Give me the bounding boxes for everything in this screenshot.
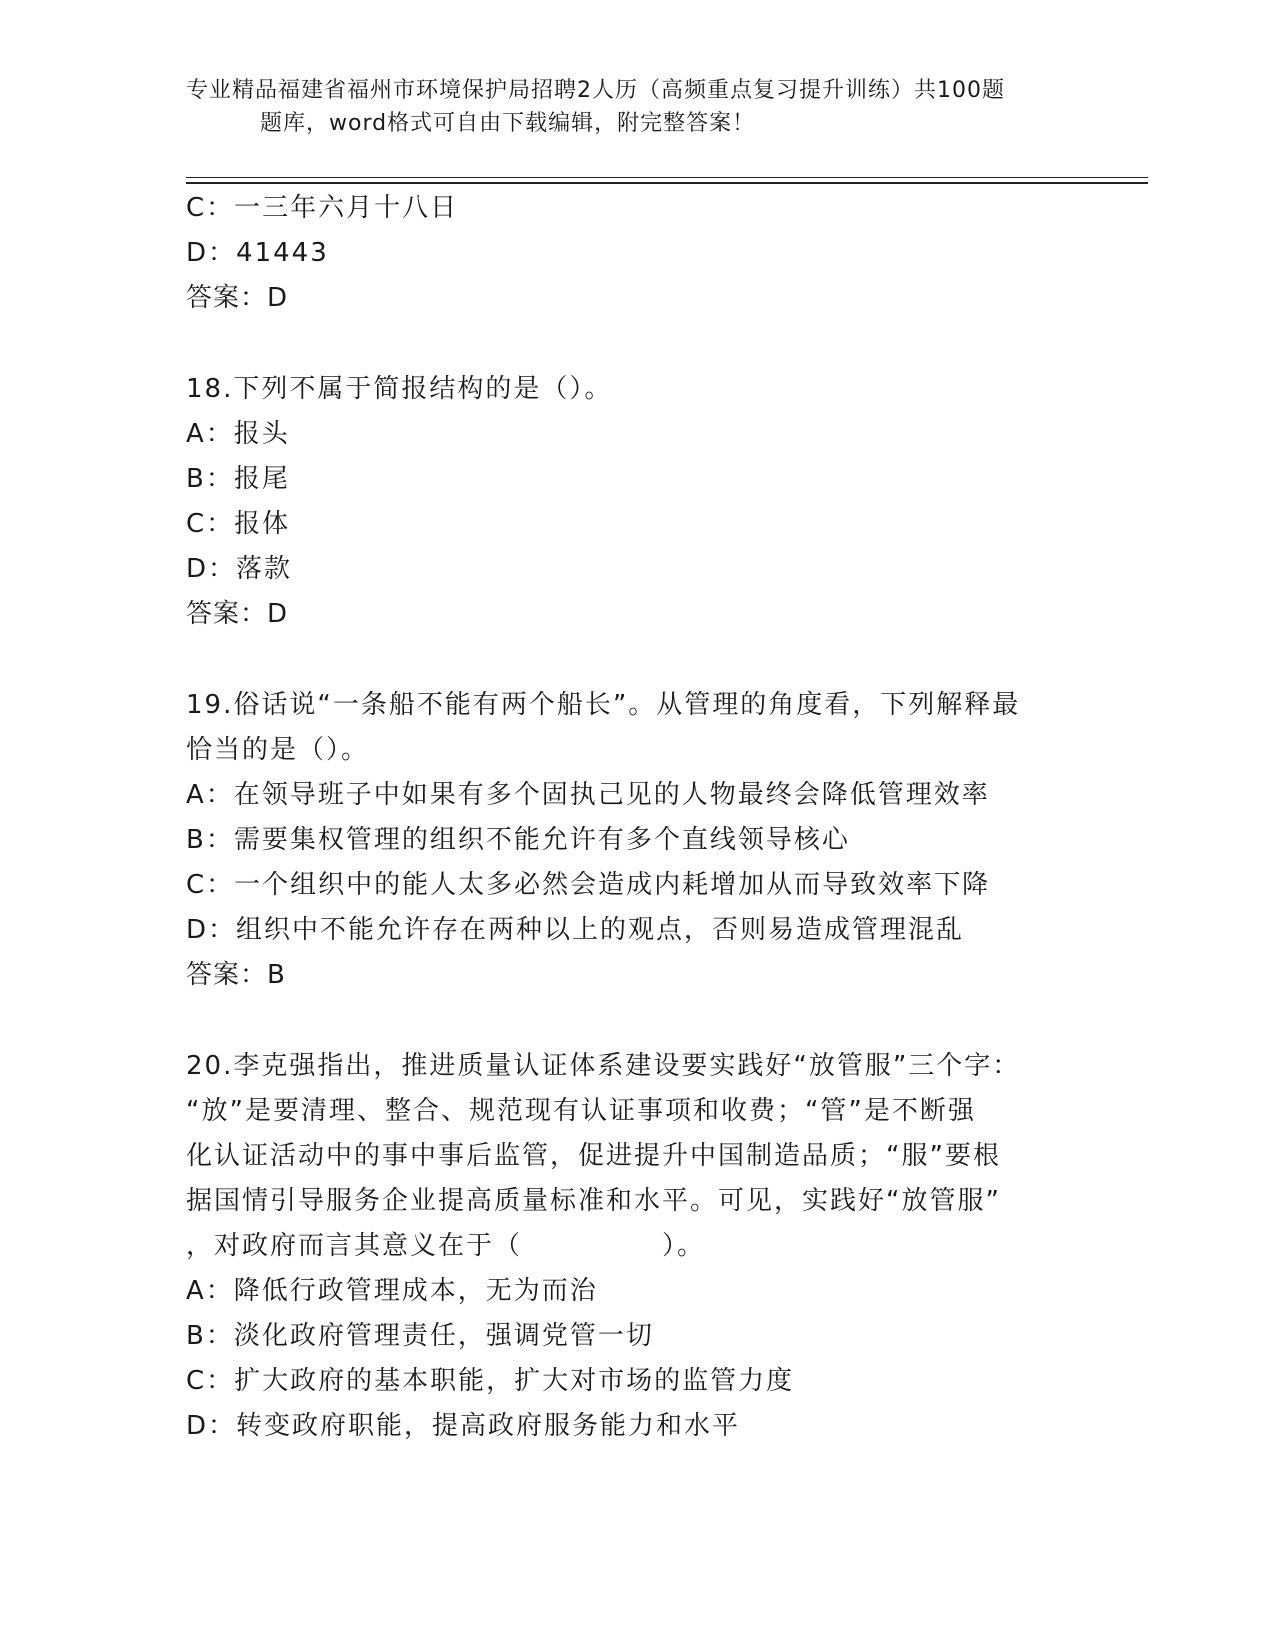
option-line: B：需要集权管理的组织不能允许有多个直线领导核心 <box>186 825 850 855</box>
answer-line: 答案：B <box>186 960 286 990</box>
prev-question <box>186 186 1086 321</box>
question-stem: 19.俗话说“一条船不能有两个船长”。从管理的角度看，下列解释最 <box>186 690 1021 720</box>
question-18 <box>186 367 1086 637</box>
question-stem: 恰当的是（）。 <box>186 735 370 765</box>
spacer <box>186 321 1086 367</box>
option-line: C：扩大政府的基本职能，扩大对市场的监管力度 <box>186 1366 795 1396</box>
header-rule-bottom <box>186 182 1148 184</box>
header-line-2: 题库，word格式可自由下载编辑，附完整答案！ <box>260 111 756 136</box>
answer-line: 答案：D <box>186 283 289 313</box>
option-line: C：报体 <box>186 509 291 539</box>
option-line: D：41443 <box>186 238 329 268</box>
question-stem: 化认证活动中的事中事后监管，促进提升中国制造品质；“服”要根 <box>186 1141 1001 1171</box>
option-line: A：报头 <box>186 419 290 449</box>
option-line: A：降低行政管理成本，无为而治 <box>186 1276 598 1306</box>
answer-line: 答案：D <box>186 599 289 629</box>
option-line: D：转变政府职能，提高政府服务能力和水平 <box>186 1411 741 1441</box>
spacer <box>186 998 1086 1044</box>
document-body <box>186 186 1086 1449</box>
question-stem: ，对政府而言其意义在于（ ）。 <box>186 1231 706 1261</box>
option-line: B：报尾 <box>186 464 290 494</box>
option-line: A：在领导班子中如果有多个固执己见的人物最终会降低管理效率 <box>186 780 990 810</box>
option-line: C：一个组织中的能人太多必然会造成内耗增加从而导致效率下降 <box>186 870 991 900</box>
page-header <box>186 74 1086 140</box>
option-line: D：落款 <box>186 554 293 584</box>
header-rule-top <box>186 177 1148 178</box>
spacer <box>186 637 1086 683</box>
question-stem: 18.下列不属于简报结构的是（）。 <box>186 374 613 404</box>
question-20 <box>186 1044 1086 1449</box>
option-line: B：淡化政府管理责任，强调党管一切 <box>186 1321 654 1351</box>
question-stem: “放”是要清理、整合、规范现有认证事项和收费；“管”是不断强 <box>186 1096 976 1126</box>
question-19 <box>186 683 1086 998</box>
option-line: C：一三年六月十八日 <box>186 193 459 223</box>
question-stem: 20.李克强指出，推进质量认证体系建设要实践好“放管服”三个字： <box>186 1051 1021 1081</box>
question-stem: 据国情引导服务企业提高质量标准和水平。可见，实践好“放管服” <box>186 1186 1001 1216</box>
header-line-1: 专业精品福建省福州市环境保护局招聘2人历（高频重点复习提升训练）共100题 <box>186 78 1005 103</box>
option-line: D：组织中不能允许存在两种以上的观点，否则易造成管理混乱 <box>186 915 965 945</box>
